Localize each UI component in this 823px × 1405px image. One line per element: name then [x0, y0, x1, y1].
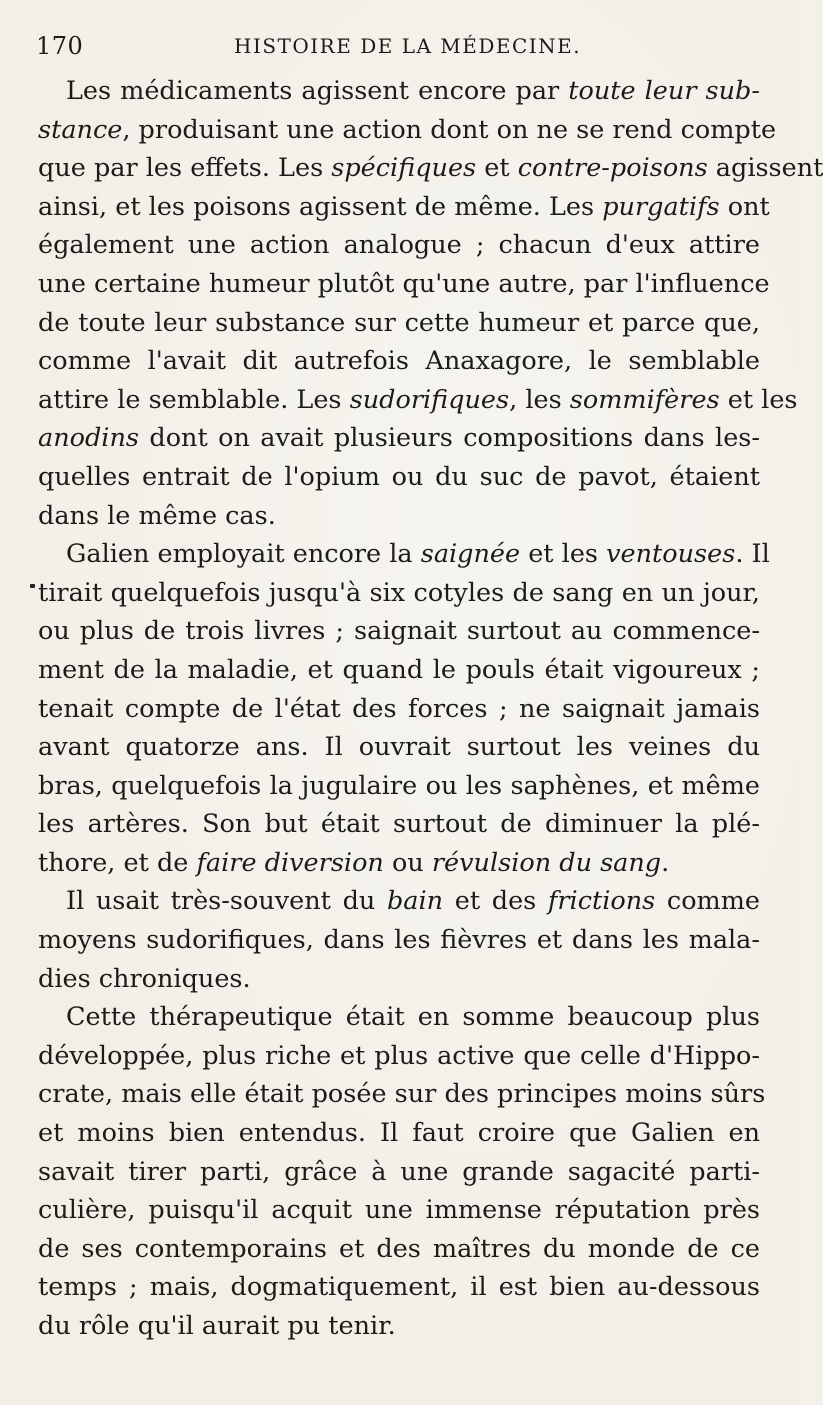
text-run: Cette thérapeutique était en somme beaucoup plus — [66, 1002, 760, 1033]
italic-text: ventouses — [606, 539, 736, 570]
italic-text: saignée — [420, 539, 521, 570]
text-line — [38, 1268, 760, 1307]
text-run: bras, quelquefois la jugulaire ou les saphènes, et même — [38, 770, 760, 801]
text-line — [38, 149, 823, 188]
text-line — [38, 651, 760, 690]
text-run: et les — [520, 539, 607, 570]
italic-text: bain — [386, 886, 444, 917]
italic-text: sudorifiques — [349, 384, 510, 415]
text-run: de ses contemporains et des maîtres du monde de ce — [38, 1233, 760, 1264]
text-run: et les — [719, 384, 798, 415]
text-line — [38, 111, 777, 150]
text-line — [38, 1230, 760, 1269]
text-line — [38, 728, 760, 767]
margin-mark — [30, 584, 35, 588]
text-run: agissent — [707, 153, 823, 184]
text-line — [38, 535, 770, 574]
text-line — [38, 960, 760, 999]
page-number: 170 — [36, 32, 84, 60]
text-line — [38, 381, 798, 420]
text-run: comme l'avait dit autrefois Anaxagore, le semblable — [38, 346, 760, 377]
italic-text: stance — [38, 114, 123, 145]
italic-text: frictions — [547, 886, 656, 917]
text-run: moyens sudorifiques, dans les fièvres et dans les mala- — [38, 925, 760, 956]
text-line — [38, 1153, 760, 1192]
running-title: HISTOIRE DE LA MÉDECINE. — [234, 34, 582, 58]
text-line — [38, 1307, 760, 1346]
text-run: de toute leur substance sur cette humeur et parce que, — [38, 307, 760, 338]
text-run: une certaine humeur plutôt qu'une autre, par l'influence — [38, 268, 770, 299]
italic-text: purgatifs — [602, 191, 720, 222]
text-run: ou — [383, 847, 432, 878]
text-run: ont — [719, 191, 770, 222]
text-line — [38, 72, 760, 111]
italic-text: faire diversion — [196, 847, 384, 878]
text-run: attire le semblable. Les — [38, 384, 350, 415]
text-run: . Il — [735, 539, 770, 570]
text-line — [38, 1037, 760, 1076]
text-line — [38, 998, 760, 1037]
text-line — [38, 226, 760, 265]
text-line — [38, 188, 770, 227]
text-run: également une action analogue ; chacun d'eux attire — [38, 230, 760, 261]
text-run: Les médicaments agissent encore par — [66, 76, 569, 106]
text-run: thore, et de — [38, 847, 197, 878]
text-run: développée, plus riche et plus active que celle d'Hippo- — [38, 1040, 760, 1071]
text-run: dans le même cas. — [38, 500, 276, 531]
text-line — [38, 921, 760, 960]
text-run: ou plus de trois livres ; saignait surtout au commence- — [38, 616, 760, 647]
text-run: et des — [443, 886, 548, 917]
text-run: dies chroniques. — [38, 963, 251, 994]
text-run: , produisant une action dont on ne se rend compte — [122, 114, 777, 145]
text-line — [38, 419, 760, 458]
text-run: dont on avait plusieurs compositions dans les- — [138, 423, 760, 454]
text-run: les artères. Son but était surtout de diminuer la plé- — [38, 809, 760, 840]
text-run: et moins bien entendus. Il faut croire que Galien en — [38, 1118, 760, 1149]
text-line — [38, 1114, 760, 1153]
text-run: ainsi, et les poisons agissent de même. Les — [38, 191, 603, 222]
text-run: culière, puisqu'il acquit une immense réputation près — [38, 1195, 760, 1226]
text-run: tenait compte de l'état des forces ; ne saignait jamais — [38, 693, 760, 724]
text-run: , les — [509, 384, 570, 415]
text-line — [38, 497, 760, 536]
text-run: Galien employait encore la — [66, 539, 421, 570]
italic-text: toute leur sub- — [568, 76, 760, 106]
text-line — [38, 574, 760, 613]
text-run: avant quatorze ans. Il ouvrait surtout les veines du — [38, 732, 760, 763]
text-line — [38, 458, 760, 497]
italic-text: révulsion du sang — [431, 847, 662, 878]
italic-text: contre-poisons — [517, 153, 708, 184]
text-run: crate, mais elle était posée sur des principes moins sûrs — [38, 1079, 766, 1110]
text-run: . — [661, 847, 670, 878]
text-line — [38, 1191, 760, 1230]
text-line — [38, 882, 760, 921]
text-line — [38, 304, 760, 343]
body-text — [38, 72, 823, 1346]
text-run: du rôle qu'il aurait pu tenir. — [38, 1311, 396, 1341]
text-run: Il usait très-souvent du — [66, 886, 387, 917]
text-run: comme — [655, 886, 760, 917]
text-line — [38, 690, 760, 729]
text-line — [38, 265, 770, 304]
italic-text: sommifères — [569, 384, 720, 415]
text-line — [38, 612, 760, 651]
text-line — [38, 844, 760, 883]
text-line — [38, 805, 760, 844]
italic-text: anodins — [38, 423, 139, 454]
text-line — [38, 1075, 766, 1114]
italic-text: spécifiques — [331, 153, 477, 184]
text-run: tirait quelquefois jusqu'à six cotyles de sang en un jour, — [38, 577, 760, 608]
text-line — [38, 767, 760, 806]
text-run: quelles entrait de l'opium ou du suc de pavot, étaient — [38, 461, 760, 492]
text-run: et — [476, 153, 518, 184]
text-run: que par les effets. Les — [38, 153, 332, 184]
text-run: ment de la maladie, et quand le pouls était vigoureux ; — [38, 654, 760, 685]
text-line — [38, 342, 760, 381]
text-run: temps ; mais, dogmatiquement, il est bien au-dessous — [38, 1272, 760, 1303]
page-header — [36, 28, 760, 68]
text-run: savait tirer parti, grâce à une grande sagacité parti- — [38, 1156, 760, 1187]
